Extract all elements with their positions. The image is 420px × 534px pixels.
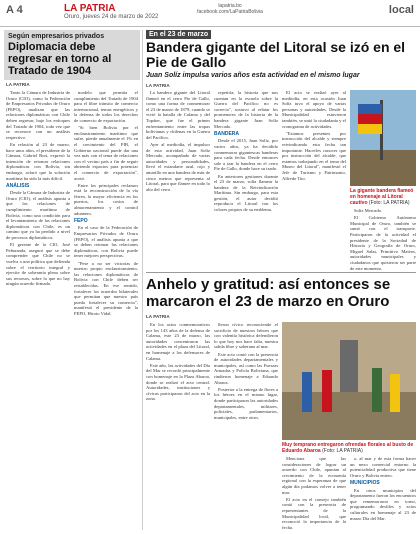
left-col-2: modelo que permita el cumplimiento del Tratado de 1904 para el libre tránsito de comercio internacional, temas energéticos y la defensa de todos los derechos de comercio de exportación. "Si bien Bolivia por el enclaustramiento marítimo que sufre, pierde anualmente el 1% en el crecimiento del PIB, el Gobierno nacional puede dar una vez más con el tema de relaciones con el vecino país a fin de seguir abriendo espacios para potenciar el comercio de exportación", acotó. Entre los principales reclamos está la reconstrucción de la vía férrea, la mayor eficiencia en los puertos, los costos de almacenamiento y el control aduanero. FEPO En el caso de la Federación de Empresarios Privados de Oruro (FEPO), el análisis apunta a que se deben retomar las relaciones diplomáticas, con Bolivia puede tener mejores perspectivas. "Pese a no ser victorias de nuestro propio enclaustramiento, las relaciones diplomáticas de Bolivia con Chile deben ser restablecidas. En ese sentido, fortalecer los acuerdos bilaterales que permitan que nuestro país pueda fortalecer su comercio", manifestó el presidente de la FEPO, Hiroto Vidal. <box>74 90 138 316</box>
flag-photo-image <box>350 90 416 186</box>
ceremony-photo-image <box>282 322 416 440</box>
section-name: local <box>388 4 414 16</box>
left-headline: Diplomacia debe regresar en torno al Tratado de 1904 <box>8 41 112 77</box>
top-col-4: Solíz Mercado. El Gobierno Autónomo Municipal de Oruro, también se sumó con el transporte. Participaron de la actividad el presidente de la Sociedad de Historia y Geografía de Oruro, Miguel Salas, Primitivo Mateos, autoridades municipales y ciudadanos que quisieron ser parte de este momento. <box>350 208 416 270</box>
edition-date: Oruro, jueves 24 de marzo de 2022 <box>64 14 159 20</box>
web-links <box>190 3 270 15</box>
ceremony-photo <box>282 322 416 440</box>
website[interactable]: lapatria.bo <box>218 3 242 9</box>
bottom-col-4: o, al mar y de esta forma hacer un nexo comercial entorno la potencialidad productiva que tiene Oruro y Bolivia entero. MUNICIPIOS En otros municipios del departamento fueron los encuentros que rememoraron en torno, programando desfiles y actos culturales en homenaje al 23 de marzo Día del Mar. <box>350 456 416 521</box>
top-kicker: En el 23 de marzo <box>146 30 211 39</box>
bottom-byline: LA PATRIA <box>146 314 170 319</box>
column-divider <box>142 30 143 530</box>
flag-caption: La gigante bandera flameó en homenaje al Litoral cautivo (Foto: LA PATRIA) <box>350 188 414 206</box>
left-headline-box <box>4 30 140 80</box>
newspaper-brand: LA PATRIA <box>64 3 116 14</box>
left-kicker: Según empresarios privados <box>8 33 105 40</box>
top-subheadline: Juan Solíz impulsa varios años esta actividad en el mismo lugar <box>146 72 360 79</box>
top-headline: Bandera gigante del Litoral se izó en el Pie de Gallo <box>146 39 406 70</box>
flag-photo <box>350 90 416 186</box>
bottom-headline: Anhelo y gratitud: así entonces se marcaron el 23 de marzo en Oruro <box>146 276 391 310</box>
top-byline: LA PATRIA <box>146 83 170 88</box>
facebook-link[interactable]: facebook.com/LaPatriaBolivia <box>197 9 263 15</box>
top-col-2: repetirla; la historia que nos cuentan en la escuela sobre la Guerra del Pacífico no es correcta", sostuvo al relatar los pormenores de la historia de la bandera gigante Juan Solíz Mercado. BANDERA Desde el 2015, Juan Solíz, por varios años, ya ha decidido conmemorar gigantescas banderas para cada fecha. Desde entonces sale a izar la bandera en el cerro Pie de Gallo, donde hace su izado. En anteriores gestiones durante el 23 de marzo, solía flamear la bandera de la Reivindicación Marítima. Sin embargo, para esta gestión, el autor decidió reproducir el Litoral con los colores propios de su emblema. <box>214 90 278 213</box>
left-byline: LA PATRIA <box>6 82 30 87</box>
page-number: A 4 <box>6 4 23 16</box>
bottom-col-3: Menciona que las consideraciones de lograr un acuerdo con Chile, apuntan al crecimiento de la economía regional con la esperanza de que algún día podamos volver a tener mar. El acto en el consejo también contó con la presencia de representantes de la Municipalidad local, que reconoció la importancia de la fecha. <box>282 456 346 530</box>
section-divider <box>146 272 416 273</box>
top-col-1: La bandera gigante del Litoral flameó en el cerro Pie de Gallo, como una forma de conmemorar el 23 de marzo de 1879, cuando se vivió la batalla de Calama y del Topáter, que fue el primer enfrentamiento entre las tropas bolivianas y chilenas en la Guerra del Pacífico. Ayer al mediodía, el impulsor de esta actividad, Juan Solíz Mercado, acompañado de varias autoridades y personalidades, llevó el estandarte azul, rojo y amarillo en una bandera de más de cinco metros que representa al Litoral, para que flamee en todo lo alto del cerro. <box>146 90 210 192</box>
bottom-col-2: lleron cívico reconociendo el sacrificio de nuestros héroes que con valentía histórica defendieron lo que hoy nos hace falta, nuestra salida libre y soberana al mar. Este acto contó con la presencia de autoridades departamentales y municipales, así como las Fuerzas Armadas y Policía Boliviana, que rindieron homenaje a Eduardo Abaroa. Posterior a la entrega de flores a los héroes en el mismo lugar, donde participaron las autoridades departamentales, militares, policiales, parlamentarios, municipales, entre otros. <box>214 322 278 420</box>
top-col-3: El acto se realizó ayer al mediodía, en esta ocasión Juan Solíz tuvo el apoyo de varias personas y autoridades. Desde la Municipalidad estuvieron también, se unió la ciudadanía y el cronograma de actividades. "Estamos presentes por instrucción del alcalde y siempre reivindicando esta fecha tan importante. Hacerles conocer que por instrucción del alcalde, que estamos trabajando en el tema del Museo del Litoral", manifestó el Jefe de Turismo y Patrimonio, Alfredo Tito. <box>282 90 346 181</box>
left-col-1: Tanto la Cámara de Industria de Oruro (CIO), como la Federación de Empresarios Privados de Oruro (FEPO), analizan que las relaciones diplomáticas con Chile deben regresar, bajo los enfoques del Tratado de 1904, toda vez que se reconoce con un análisis respectivo. En relación al 23 de marzo, hace unos años, el presidente de la Cámara, Gabriel Bori, expresó la intención de retomar relaciones diplomáticas con Bolivia, sin embargo, aclaró que la solución marítima ha sido la más difícil. ANÁLISIS Desde la Cámara de Industria de Oruro (CIO), el análisis apunta a que las relaciones de cumplimiento marítimo de Bolivia, como una condición para el levantamiento de las relaciones diplomáticas con Chile, es un camino que ya ha perdido a nivel de procesos diplomáticos. El gerente de la CIO, José Peñaranda, aseguró que se debe comprender que Chile no se vuelva a una política que defienda sobre el territorio integral y ejercite de soberanía plena sobre sus recursos, sobre lo que no hay ningún acuerdo firmado. <box>6 90 70 287</box>
bottom-col-1: En los actos conmemorativos por los 143 años de la defensa de Calama, este 23 de marzo, las autoridades concentraron las actividades en el plaza del Litoral, en homenaje a los defensores de Calama. Este año, las actividades del Día del Mar se recordó principalmente con homenaje en la Plaza Abaroa, donde se realizó el acto central. Autoridades, instituciones y cívicas participaron del acto en la zona. <box>146 322 210 402</box>
ceremony-caption: Muy temprano entregaron ofrendas florales al busto de Eduardo Abaroa (Foto: LA PATRIA) <box>282 442 414 454</box>
